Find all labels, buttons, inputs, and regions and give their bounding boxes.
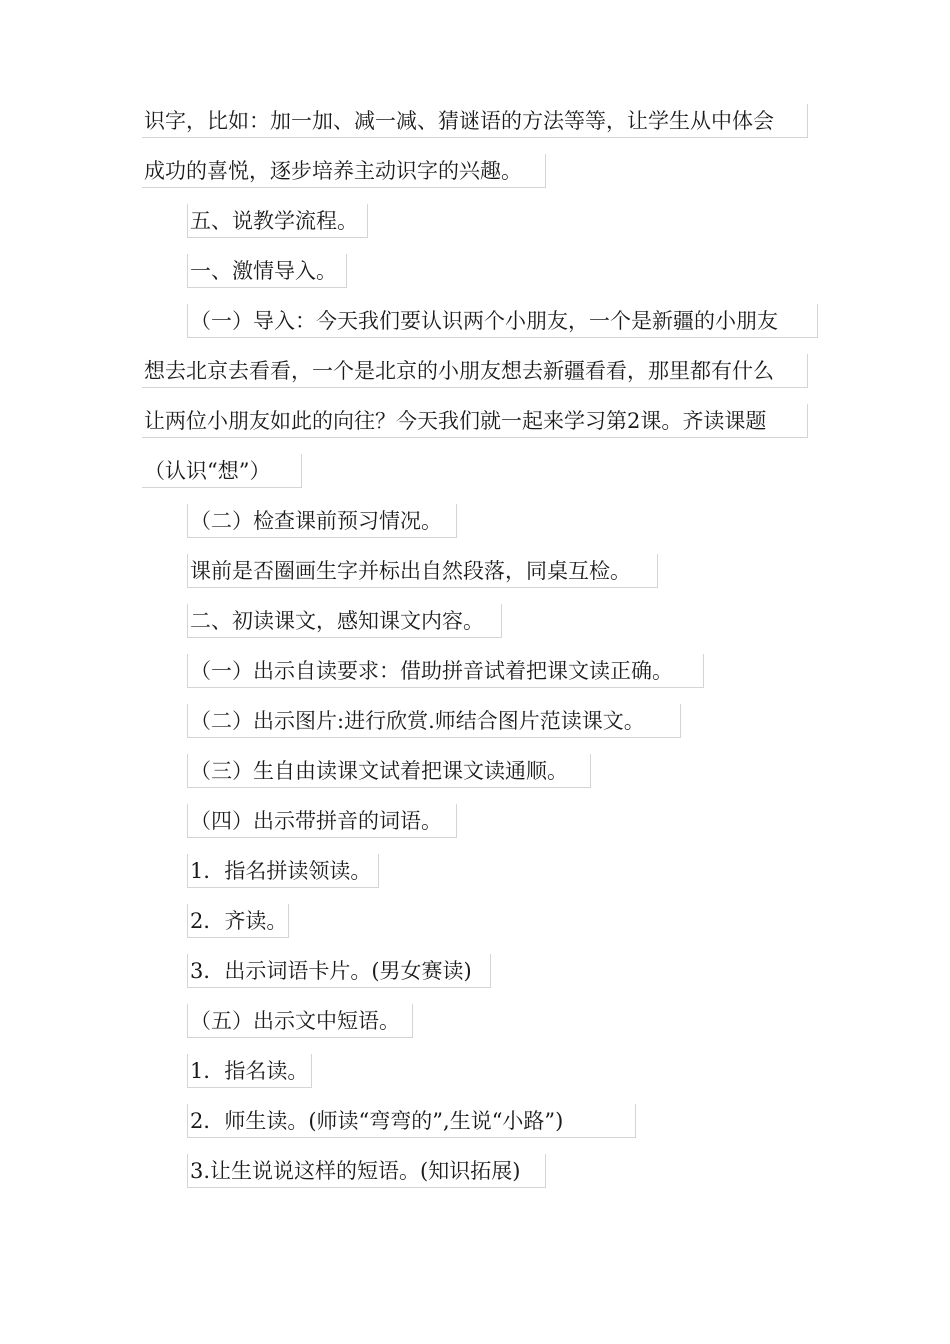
text-line: 成功的喜悦，逐步培养主动识字的兴趣。 [142,154,546,188]
list-item: 3.让生说说这样的短语。(知识拓展) [187,1154,546,1188]
text-line: （认识“想”） [142,454,302,488]
text-line: （二）出示图片:进行欣赏.师结合图片范读课文。 [187,704,681,738]
section-heading: 二、初读课文，感知课文内容。 [187,604,502,638]
list-item: 1．指名读。 [187,1054,312,1088]
list-item: 3．出示词语卡片。(男女赛读) [187,954,491,988]
list-item: 1．指名拼读领读。 [187,854,379,888]
text-line: （三）生自由读课文试着把课文读通顺。 [187,754,591,788]
section-heading: 五、说教学流程。 [187,204,368,238]
text-line: 识字，比如：加一加、减一减、猜谜语的方法等等，让学生从中体会 [142,104,808,138]
text-line: （一）导入：今天我们要认识两个小朋友，一个是新疆的小朋友 [187,304,818,338]
text-line: （四）出示带拼音的词语。 [187,804,457,838]
text-line: 让两位小朋友如此的向往？今天我们就一起来学习第2课。齐读课题 [142,404,808,438]
text-line: 想去北京去看看，一个是北京的小朋友想去新疆看看，那里都有什么 [142,354,808,388]
section-heading: 一、激情导入。 [187,254,347,288]
text-line: （一）出示自读要求：借助拼音试着把课文读正确。 [187,654,704,688]
list-item: 2．师生读。(师读“弯弯的”,生说“小路”) [187,1104,636,1138]
text-line: （五）出示文中短语。 [187,1004,413,1038]
text-line: 课前是否圈画生字并标出自然段落，同桌互检。 [187,554,658,588]
subsection-heading: （二）检查课前预习情况。 [187,504,457,538]
list-item: 2．齐读。 [187,904,289,938]
